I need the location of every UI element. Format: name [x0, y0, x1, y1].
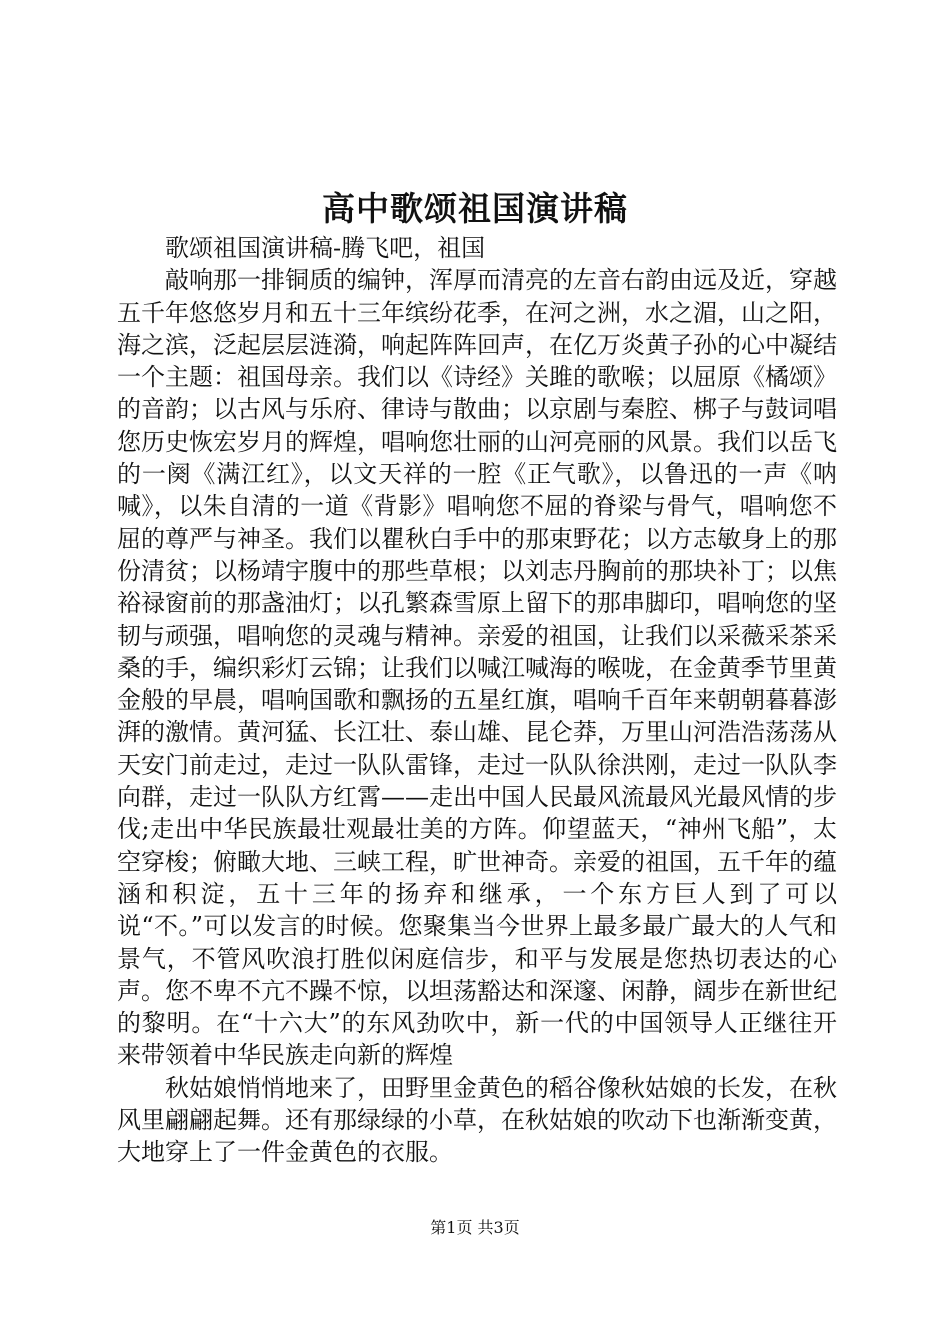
document-title: 高中歌颂祖国演讲稿: [322, 189, 628, 228]
page-number-footer: 第1页 共3页: [430, 1218, 520, 1237]
document-subtitle: 歌颂祖国演讲稿-腾飞吧，祖国: [165, 234, 486, 262]
paragraph: 秋姑娘悄悄地来了，田野里金黄色的稻谷像秋姑娘的长发，在秋风里翩翩起舞。还有那绿绿的小草，在秋姑娘的吹动下也渐渐变黄，大地穿上了一件金黄色的衣服。: [117, 1073, 837, 1167]
document-body: [117, 232, 837, 1169]
paragraph: 敲响那一排铜质的编钟，浑厚而清亮的左音右韵由远及近，穿越五千年悠悠岁月和五十三年缤纷花季，在河之洲，水之湄，山之阳，海之滨，泛起层层涟漪，响起阵阵回声，在亿万炎黄子孙的心中凝结一个主题：祖国母亲。我们以《诗经》关雎的歌喉；以屈原《橘颂》的音韵；以古风与乐府、律诗与散曲；以京剧与秦腔、梆子与鼓词唱您历史恢宏岁月的辉煌，唱响您壮丽的山河亮丽的风景。我们以岳飞的一阕《满江红》，以文天祥的一腔《正气歌》，以鲁迅的一声《呐喊》，以朱自清的一道《背影》唱响您不屈的脊梁与骨气，唱响您不屈的尊严与神圣。我们以瞿秋白手中的那束野花；以方志敏身上的那份清贫；以杨靖宇腹中的那些草根；以刘志丹胸前的那块补丁；以焦裕禄窗前的那盏油灯；以孔繁森雪原上留下的那串脚印，唱响您的坚韧与顽强，唱响您的灵魂与精神。亲爱的祖国，让我们以采薇采茶采桑的手，编织彩灯云锦；让我们以喊江喊海的喉咙，在金黄季节里黄金般的早晨，唱响国歌和飘扬的五星红旗，唱响千百年来朝朝暮暮澎湃的激情。黄河猛、长江壮、泰山雄、昆仑莽，万里山河浩浩荡荡从天安门前走过，走过一队队雷锋，走过一队队徐洪刚，走过一队队李向群，走过一队队方红霄——走出中国人民最风流最风光最风情的步伐;走出中华民族最壮观最壮美的方阵。仰望蓝天，“神州飞船”，太空穿梭；俯瞰大地、三峡工程，旷世神奇。亲爱的祖国，五千年的蕴涵和积淀，五十三年的扬弃和继承，一个东方巨人到了可以说“不。”可以发言的时候。您聚集当今世界上最多最广最大的人气和景气，不管风吹浪打胜似闲庭信步，和平与发展是您热切表达的心声。您不卑不亢不躁不惊，以坦荡豁达和深邃、闲静，阔步在新世纪的黎明。在“十六大”的东风劲吹中，新一代的中国领导人正继往开来带领着中华民族走向新的辉煌: [117, 266, 837, 1070]
